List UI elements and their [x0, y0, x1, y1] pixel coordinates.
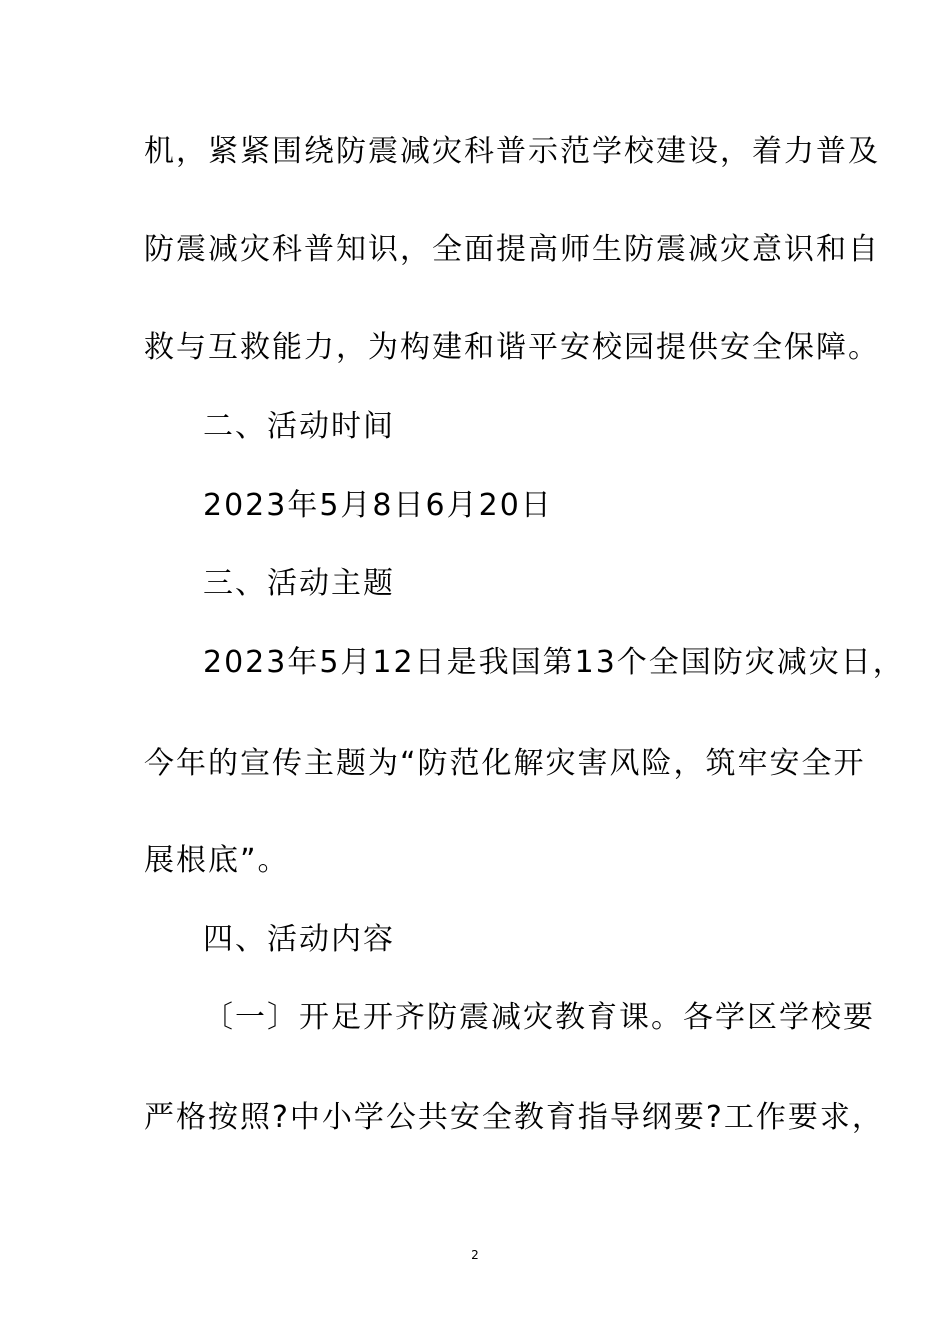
paragraph-line: 严格按照?中小学公共安全教育指导纲要?工作要求，	[144, 1100, 884, 1135]
section-heading: 四、活动内容	[203, 922, 395, 957]
section-heading: 三、活动主题	[203, 566, 395, 601]
section-heading: 二、活动时间	[203, 409, 395, 444]
paragraph-line: 机，紧紧围绕防震减灾科普示范学校建设，着力普及	[144, 134, 880, 169]
paragraph-line: 2023年5月12日是我国第13个全国防灾减灾日，	[203, 645, 905, 680]
paragraph-line: 〔一〕开足开齐防震减灾教育课。各学区学校要	[203, 1000, 875, 1035]
paragraph-line: 救与互救能力，为构建和谐平安校园提供安全保障。	[144, 330, 880, 365]
page-number: 2	[471, 1248, 479, 1262]
paragraph-line: 2023年5月8日6月20日	[203, 488, 553, 523]
paragraph-line: 今年的宣传主题为“防范化解灾害风险，筑牢安全开	[144, 746, 866, 781]
paragraph-line: 防震减灾科普知识，全面提高师生防震减灾意识和自	[144, 232, 880, 267]
paragraph-line: 展根底”。	[144, 843, 290, 878]
